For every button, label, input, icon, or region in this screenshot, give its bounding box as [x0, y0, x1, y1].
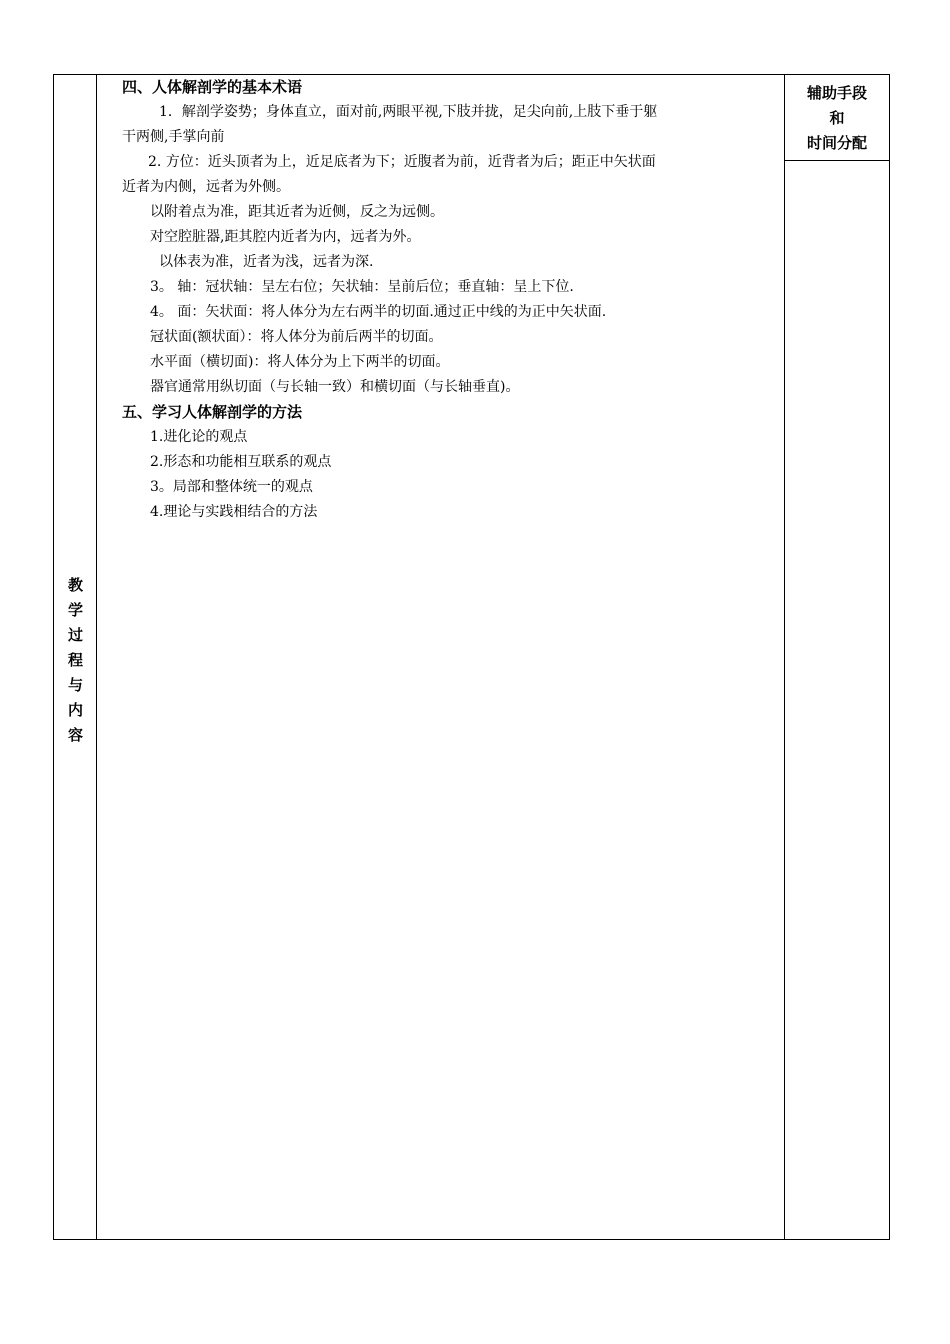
teaching-process-label — [54, 573, 97, 748]
list-item: 4.理论与实践相结合的方法 — [150, 504, 318, 520]
aux-header-line: 时间分配 — [806, 134, 867, 152]
label-char: 容 — [67, 726, 83, 744]
paragraph: 以附着点为准，距其近者为近侧，反之为远侧。 — [150, 204, 444, 220]
paragraph: 水平面（横切面)：将人体分为上下两半的切面。 — [150, 354, 450, 370]
paragraph: 近者为内侧，远者为外侧。 — [122, 179, 290, 195]
paragraph: 4。 面：矢状面：将人体分为左右两半的切面.通过正中线的为正中矢状面. — [150, 304, 607, 320]
list-item: 1.进化论的观点 — [150, 429, 248, 445]
paragraph: 器官通常用纵切面（与长轴一致）和横切面（与长轴垂直)。 — [150, 379, 520, 395]
right-aux-column — [784, 75, 889, 1239]
label-char: 教 — [67, 576, 83, 594]
label-char: 程 — [67, 651, 83, 669]
paragraph: 干两侧,手掌向前 — [122, 129, 225, 145]
list-item: 3。局部和整体统一的观点 — [150, 479, 313, 495]
label-char: 学 — [67, 601, 83, 619]
list-item: 2.形态和功能相互联系的观点 — [150, 454, 332, 470]
paragraph: 1．解剖学姿势；身体直立，面对前,两眼平视,下肢并拢，足尖向前,上肢下垂于躯 — [159, 104, 658, 120]
paragraph: 3。 轴：冠状轴：呈左右位；矢状轴：呈前后位；垂直轴：呈上下位. — [150, 279, 574, 295]
left-label-column — [54, 75, 97, 1239]
paragraph: 以体表为准，近者为浅，远者为深. — [159, 254, 374, 270]
main-content — [122, 75, 772, 525]
paragraph: 2. 方位：近头顶者为上，近足底者为下；近腹者为前，近背者为后；距正中矢状面 — [148, 154, 656, 170]
paragraph: 对空腔脏器,距其腔内近者为内，远者为外。 — [150, 229, 421, 245]
label-char: 内 — [67, 701, 83, 719]
aux-header-line: 辅助手段 — [806, 84, 867, 102]
aux-header-line: 和 — [829, 109, 845, 127]
lesson-table — [53, 74, 890, 1240]
section-heading-4: 四、人体解剖学的基本术语 — [122, 78, 303, 96]
aux-header — [785, 75, 889, 161]
label-char: 与 — [67, 676, 83, 694]
paragraph: 冠状面(额状面）：将人体分为前后两半的切面。 — [150, 329, 443, 345]
label-char: 过 — [67, 626, 83, 644]
section-heading-5: 五、学习人体解剖学的方法 — [122, 403, 303, 421]
